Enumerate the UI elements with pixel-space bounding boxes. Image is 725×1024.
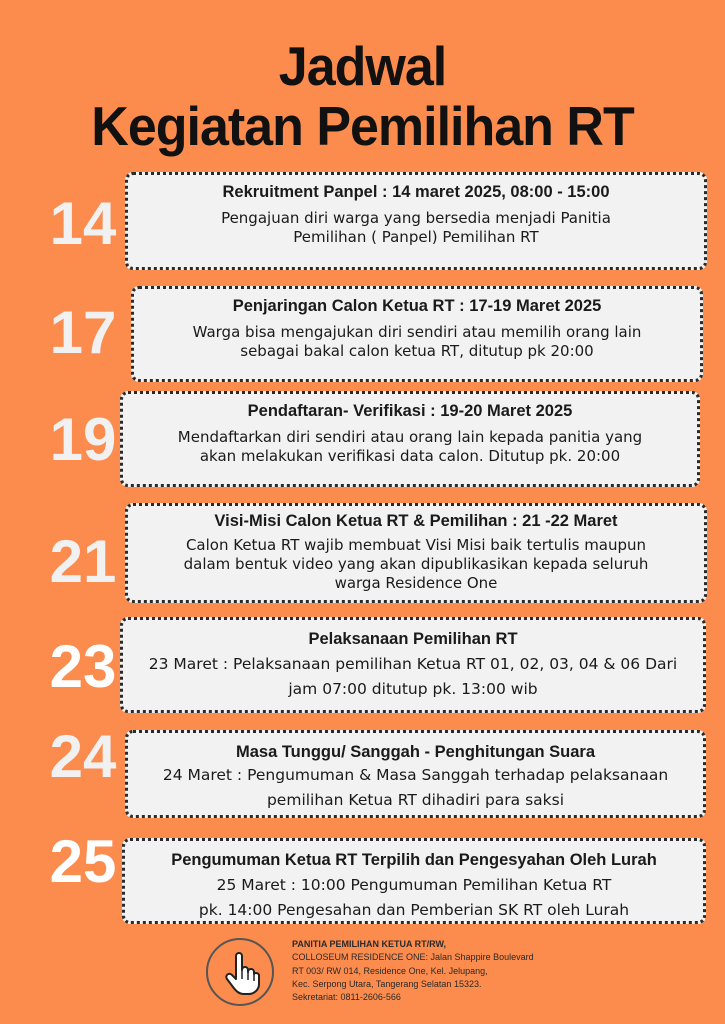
footer-line: RT 003/ RW 014, Residence One, Kel. Jelupang,	[292, 965, 488, 976]
event-desc-line: Warga bisa mengajukan diri sendiri atau memilih orang lain	[192, 323, 642, 341]
event-card-rekruitment	[125, 172, 707, 270]
event-desc-line: Calon Ketua RT wajib membuat Visi Misi baik tertulis maupun	[185, 536, 647, 554]
event-heading: Pelaksanaan Pemilihan RT	[308, 630, 518, 648]
event-card-pelaksanaan	[120, 617, 706, 713]
day-number-24: 24	[49, 723, 117, 790]
event-desc-line: pk. 14:00 Pengesahan dan Pemberian SK RT oleh Lurah	[198, 901, 630, 919]
event-desc-line: jam 07:00 ditutup pk. 13:00 wib	[288, 680, 538, 698]
day-number-14: 14	[49, 190, 117, 257]
day-number-17: 17	[49, 299, 117, 366]
event-heading: Pengumuman Ketua RT Terpilih dan Pengesyahan Oleh Lurah	[171, 851, 657, 869]
title-line-2: Kegiatan Pemilihan RT	[91, 96, 634, 158]
footer-address	[292, 938, 592, 1004]
event-desc-line: pemilihan Ketua RT dihadiri para saksi	[266, 791, 565, 809]
footer-org: PANITIA PEMILIHAN KETUA RT/RW,	[292, 939, 446, 949]
event-desc-line: 24 Maret : Pengumuman & Masa Sanggah terhadap pelaksanaan	[162, 766, 669, 784]
event-card-pendaftaran	[120, 391, 700, 487]
event-desc-line: Mendaftarkan diri sendiri atau orang lain kepada panitia yang	[177, 428, 643, 446]
event-desc-line: sebagai bakal calon ketua RT, ditutup pk 20:00	[240, 342, 594, 360]
event-heading: Penjaringan Calon Ketua RT : 17-19 Maret 2025	[232, 297, 602, 315]
hand-pointer-icon	[206, 938, 274, 1006]
footer-line: Kec. Serpong Utara, Tangerang Selatan 15323.	[292, 978, 482, 989]
event-desc-line: dalam bentuk video yang akan dipublikasikan kepada seluruh	[183, 555, 649, 573]
event-desc-line: 23 Maret : Pelaksanaan pemilihan Ketua RT 01, 02, 03, 04 & 06 Dari	[148, 655, 678, 673]
day-number-25: 25	[49, 828, 117, 895]
day-number-23: 23	[49, 633, 117, 700]
event-card-masa-tunggu	[125, 730, 706, 818]
event-desc-line: Pemilihan ( Panpel) Pemilihan RT	[293, 228, 539, 246]
footer-line: COLLOSEUM RESIDENCE ONE: Jalan Shappire Boulevard	[292, 952, 534, 963]
event-card-penjaringan	[131, 286, 703, 382]
title-line-1: Jadwal	[278, 36, 447, 98]
event-desc-line: 25 Maret : 10:00 Pengumuman Pemilihan Ketua RT	[216, 876, 612, 894]
event-heading: Visi-Misi Calon Ketua RT & Pemilihan : 21 -22 Maret	[214, 512, 618, 530]
event-desc-line: akan melakukan verifikasi data calon. Ditutup pk. 20:00	[199, 447, 621, 465]
day-number-19: 19	[49, 406, 117, 473]
event-heading: Masa Tunggu/ Sanggah - Penghitungan Suara	[235, 743, 596, 761]
event-heading: Rekruitment Panpel : 14 maret 2025, 08:00 - 15:00	[222, 183, 610, 201]
event-desc-line: Pengajuan diri warga yang bersedia menjadi Panitia	[221, 209, 611, 227]
footer-phone: Sekretariat: 0811-2606-566	[292, 992, 401, 1003]
event-desc-line: warga Residence One	[334, 574, 498, 592]
event-heading: Pendaftaran- Verifikasi : 19-20 Maret 2025	[247, 402, 573, 420]
event-card-visi-misi	[125, 503, 707, 603]
event-card-pengumuman	[122, 838, 706, 924]
day-number-21: 21	[49, 528, 117, 595]
